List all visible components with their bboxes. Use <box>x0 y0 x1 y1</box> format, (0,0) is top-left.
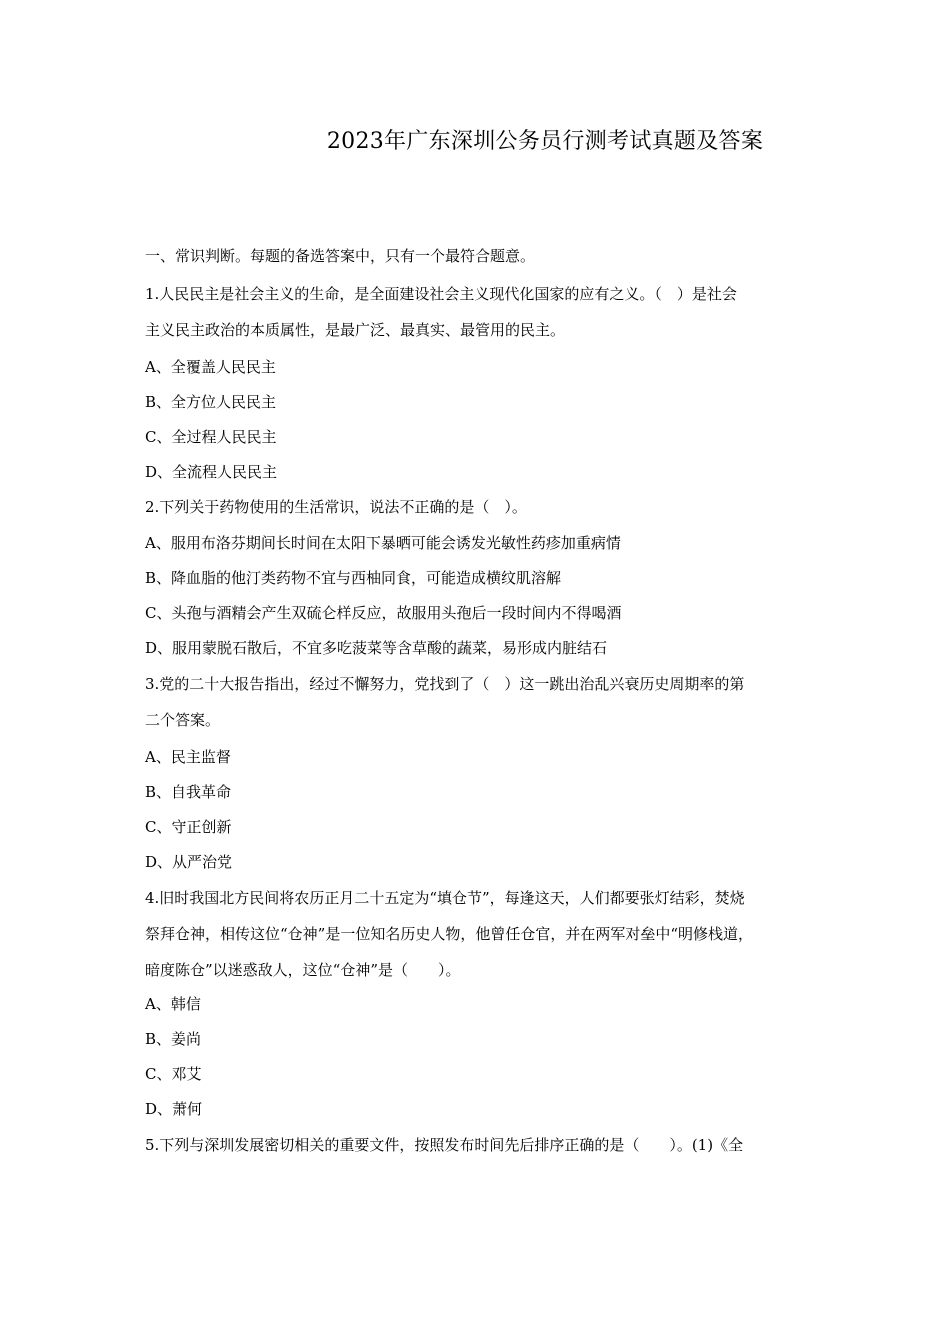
question-1-option-d: D、全流程人民民主 <box>145 463 278 481</box>
question-4-option-b: B、姜尚 <box>145 1030 202 1048</box>
question-3-option-d: D、从严治党 <box>145 853 233 871</box>
question-4-option-c: C、邓艾 <box>145 1065 202 1083</box>
question-3-option-a: A、民主监督 <box>145 748 231 766</box>
question-4-stem-line-2: 祭拜仓神，相传这位“仓神”是一位知名历史人物，他曾任仓官，并在两军对垒中“明修栈道， <box>145 925 754 943</box>
question-4-option-a: A、韩信 <box>145 995 201 1013</box>
question-2-stem: 2.下列关于药物使用的生活常识，说法不正确的是（ ）。 <box>145 498 527 516</box>
question-5-stem-line-1: 5.下列与深圳发展密切相关的重要文件，按照发布时间先后排序正确的是（ ）。(1)《全 <box>145 1136 744 1154</box>
question-1-stem-line-1: 1.人民民主是社会主义的生命，是全面建设社会主义现代化国家的应有之义。（ ）是社会 <box>145 285 737 303</box>
question-1-option-c: C、全过程人民民主 <box>145 428 277 446</box>
question-1-stem-line-2: 主义民主政治的本质属性，是最广泛、最真实、最管用的民主。 <box>145 321 566 339</box>
question-4-option-d: D、萧何 <box>145 1100 203 1118</box>
question-3-stem-line-1: 3.党的二十大报告指出，经过不懈努力，党找到了（ ）这一跳出治乱兴衰历史周期率的第 <box>145 675 745 693</box>
question-1-option-a: A、全覆盖人民民主 <box>145 358 276 376</box>
document-title: 2023年广东深圳公务员行测考试真题及答案 <box>326 129 764 154</box>
question-4-stem-line-3: 暗度陈仓”以迷惑敌人，这位“仓神”是（ ）。 <box>145 961 461 979</box>
question-2-option-c: C、头孢与酒精会产生双硫仑样反应，故服用头孢后一段时间内不得喝酒 <box>145 604 622 622</box>
question-4-stem-line-1: 4.旧时我国北方民间将农历正月二十五定为“填仓节”，每逢这天，人们都要张灯结彩，焚烧 <box>145 889 745 907</box>
question-2-option-a: A、服用布洛芬期间长时间在太阳下暴晒可能会诱发光敏性药疹加重病情 <box>145 534 621 552</box>
section-heading: 一、常识判断。每题的备选答案中，只有一个最符合题意。 <box>145 247 536 265</box>
question-2-option-b: B、降血脂的他汀类药物不宜与西柚同食，可能造成横纹肌溶解 <box>145 569 562 587</box>
question-3-option-b: B、自我革命 <box>145 783 232 801</box>
question-1-option-b: B、全方位人民民主 <box>145 393 277 411</box>
question-3-stem-line-2: 二个答案。 <box>145 711 221 729</box>
question-2-option-d: D、服用蒙脱石散后，不宜多吃菠菜等含草酸的蔬菜，易形成内脏结石 <box>145 639 608 657</box>
question-3-option-c: C、守正创新 <box>145 818 232 836</box>
